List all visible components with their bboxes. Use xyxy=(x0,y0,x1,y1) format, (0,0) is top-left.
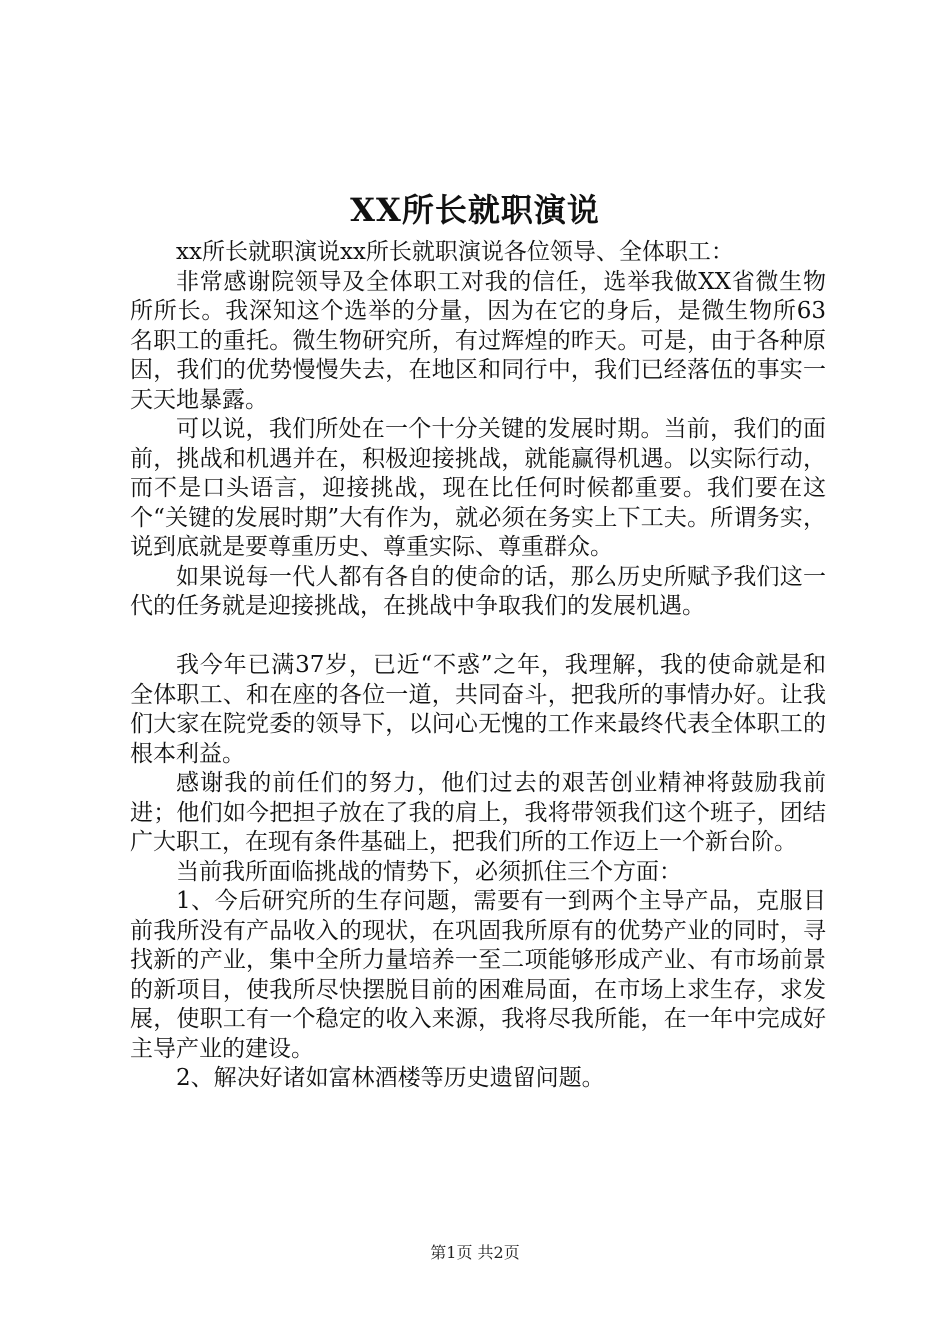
paragraph-predecessors: 感谢我的前任们的努力，他们过去的艰苦创业精神将鼓励我前进；他们如今把担子放在了我的肩上，我将带领我们这个班子，团结广大职工，在现有条件基础上，把我们所的工作迈上一个新台阶。 xyxy=(130,770,826,855)
paragraph-critical-period: 可以说，我们所处在一个十分关键的发展时期。当前，我们的面前，挑战和机遇并在，积极迎接挑战，就能赢得机遇。以实际行动，而不是口头语言，迎接挑战，现在比任何时候都重要。我们要在这个“关键的发展时期”大有作为，就必须在务实上下工夫。所谓务实，说到底就是要尊重历史、尊重实际、尊重群众。 xyxy=(130,416,826,560)
paragraph-age: 我今年已满37岁，已近“不惑”之年，我理解，我的使命就是和全体职工、和在座的各位一道，共同奋斗，把我所的事情办好。让我们大家在院党委的领导下，以问心无愧的工作来最终代表全体职工的根本利益。 xyxy=(130,652,826,767)
paragraph-salutation: xx所长就职演说xx所长就职演说各位领导、全体职工： xyxy=(176,239,734,265)
list-item-1: 1、今后研究所的生存问题，需要有一到两个主导产品，克服目前我所没有产品收入的现状，在巩固我所原有的优势产业的同时，寻找新的产业，集中全所力量培养一至二项能够形成产业、有市场前景的新项目，使我所尽快摆脱目前的困难局面，在市场上求生存，求发展，使职工有一个稳定的收入来源，我将尽我所能，在一年中完成好主导产业的建设。 xyxy=(130,888,826,1062)
paragraph-thanks: 非常感谢院领导及全体职工对我的信任，选举我做XX省微生物所所长。我深知这个选举的分量，因为在它的身后，是微生物所63名职工的重托。微生物研究所，有过辉煌的昨天。可是，由于各种原因，我们的优势慢慢失去，在地区和同行中，我们已经落伍的事实一天天地暴露。 xyxy=(130,268,826,413)
paragraph-mission: 如果说每一代人都有各自的使命的话，那么历史所赋予我们这一代的任务就是迎接挑战，在挑战中争取我们的发展机遇。 xyxy=(130,563,826,619)
page-footer: 第1页 共2页 xyxy=(430,1243,520,1262)
document-body xyxy=(130,238,826,1094)
paragraph-three-aspects: 当前我所面临挑战的情势下，必须抓住三个方面： xyxy=(176,858,682,885)
list-item-2: 2、解决好诸如富林酒楼等历史遗留问题。 xyxy=(176,1065,605,1091)
document-title: XX所长就职演说 xyxy=(350,191,600,229)
